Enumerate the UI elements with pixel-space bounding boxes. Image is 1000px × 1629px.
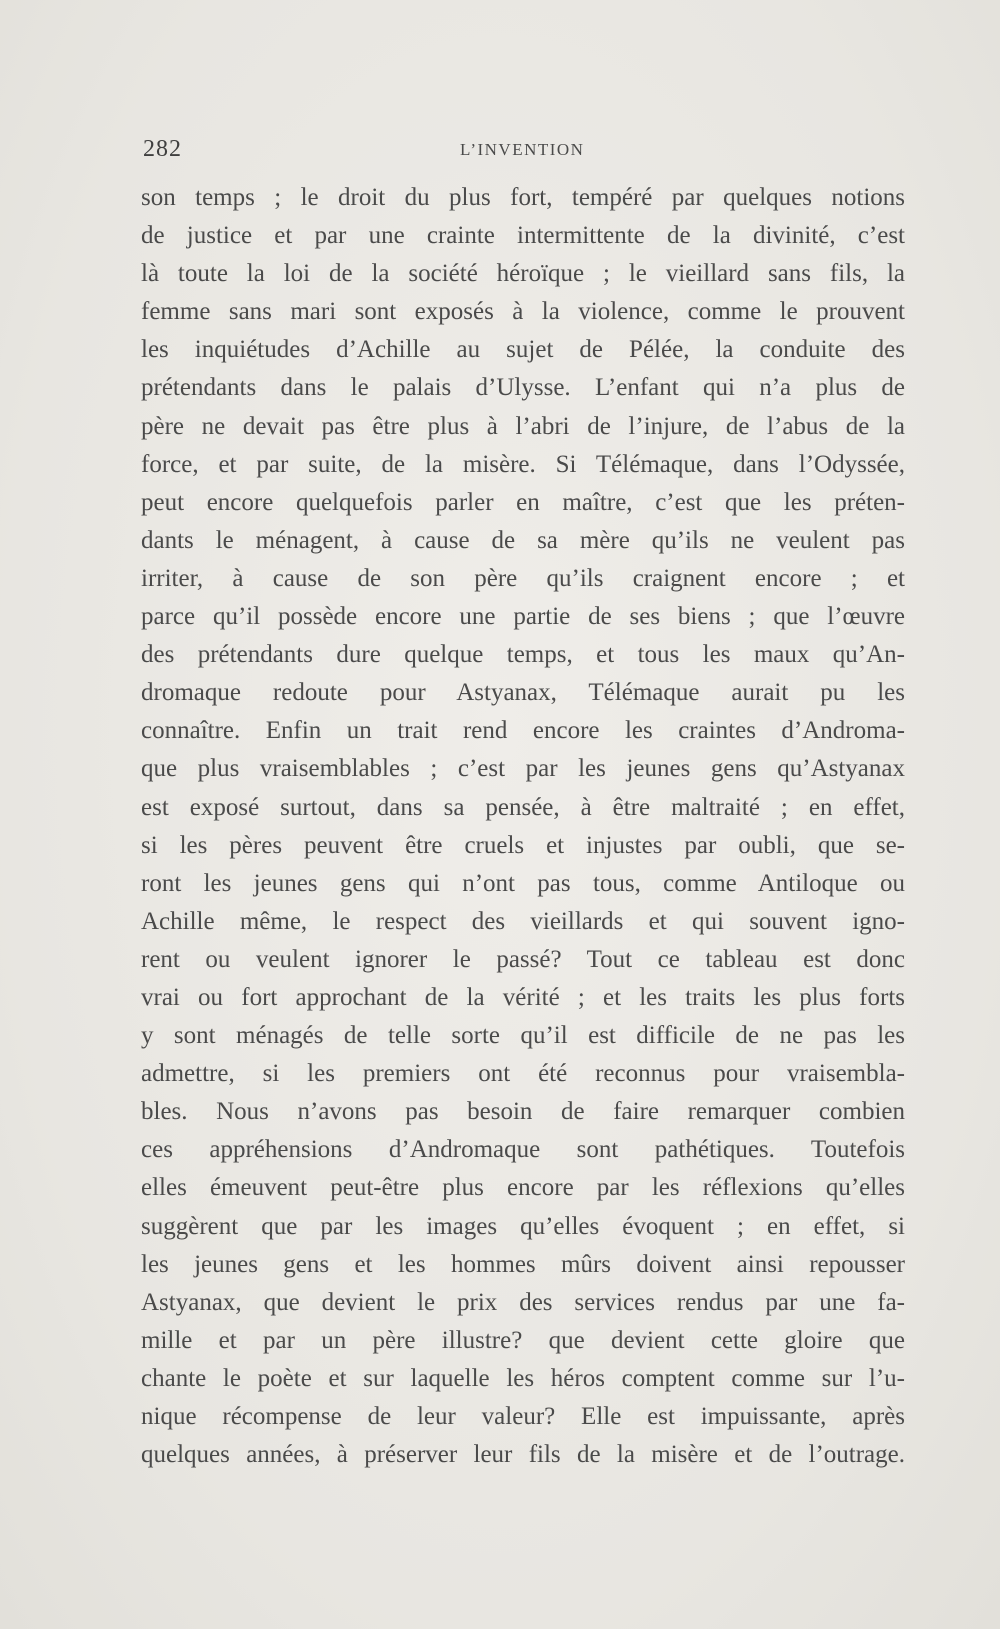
text-line: dromaque redoute pour Astyanax, Télémaque aurait pu les <box>141 679 905 707</box>
text-line: de justice et par une crainte intermittente de la divinité, c’est <box>141 222 905 250</box>
text-line: rent ou veulent ignorer le passé? Tout ce tableau est donc <box>141 945 905 973</box>
running-title: L’INVENTION <box>460 140 585 159</box>
text-line: y sont ménagés de telle sorte qu’il est difficile de ne pas les <box>141 1022 905 1050</box>
text-line: Achille même, le respect des vieillards et qui souvent igno- <box>141 907 905 935</box>
text-line: connaître. Enfin un trait rend encore les craintes d’Androma- <box>141 717 905 745</box>
text-line: que plus vraisemblables ; c’est par les jeunes gens qu’Astyanax <box>141 755 905 783</box>
text-line: force, et par suite, de la misère. Si Télémaque, dans l’Odyssée, <box>141 450 905 478</box>
text-line: femme sans mari sont exposés à la violence, comme le prouvent <box>141 298 905 326</box>
text-line: elles émeuvent peut-être plus encore par les réflexions qu’elles <box>141 1174 905 1202</box>
text-line: bles. Nous n’avons pas besoin de faire remarquer combien <box>141 1098 905 1126</box>
page-header <box>143 136 905 168</box>
text-line: si les pères peuvent être cruels et injustes par oubli, que se- <box>141 831 905 859</box>
text-line: ces appréhensions d’Andromaque sont pathétiques. Toutefois <box>141 1136 905 1164</box>
text-line: mille et par un père illustre? que devient cette gloire que <box>141 1326 905 1354</box>
text-line: irriter, à cause de son père qu’ils craignent encore ; et <box>141 564 905 592</box>
text-line: Astyanax, que devient le prix des services rendus par une fa- <box>141 1288 905 1316</box>
text-line: est exposé surtout, dans sa pensée, à être maltraité ; en effet, <box>141 793 905 821</box>
text-line: peut encore quelquefois parler en maître, c’est que les préten- <box>141 488 905 516</box>
text-line: suggèrent que par les images qu’elles évoquent ; en effet, si <box>141 1212 905 1240</box>
body-text <box>141 179 905 1474</box>
text-line: prétendants dans le palais d’Ulysse. L’enfant qui n’a plus de <box>141 374 905 402</box>
text-line: les inquiétudes d’Achille au sujet de Pélée, la conduite des <box>141 336 905 364</box>
text-line: admettre, si les premiers ont été reconnus pour vraisembla- <box>141 1060 905 1088</box>
text-line: les jeunes gens et les hommes mûrs doivent ainsi repousser <box>141 1250 905 1278</box>
text-line: ront les jeunes gens qui n’ont pas tous, comme Antiloque ou <box>141 869 905 897</box>
text-line: dants le ménagent, à cause de sa mère qu’ils ne veulent pas <box>141 526 905 554</box>
page-number: 282 <box>143 136 182 162</box>
text-line: là toute la loi de la société héroïque ; le vieillard sans fils, la <box>141 260 905 288</box>
text-line: nique récompense de leur valeur? Elle est impuissante, après <box>141 1403 905 1430</box>
text-line: son temps ; le droit du plus fort, tempéré par quelques notions <box>141 184 905 211</box>
text-line: vrai ou fort approchant de la vérité ; et les traits les plus forts <box>141 983 905 1011</box>
text-line: père ne devait pas être plus à l’abri de l’injure, de l’abus de la <box>141 412 905 440</box>
text-line: des prétendants dure quelque temps, et tous les maux qu’An- <box>141 641 905 669</box>
text-line: quelques années, à préserver leur fils de la misère et de l’outrage. <box>141 1441 905 1469</box>
text-line: parce qu’il possède encore une partie de ses biens ; que l’œuvre <box>141 603 905 631</box>
text-line: chante le poète et sur laquelle les héros comptent comme sur l’u- <box>141 1364 905 1392</box>
